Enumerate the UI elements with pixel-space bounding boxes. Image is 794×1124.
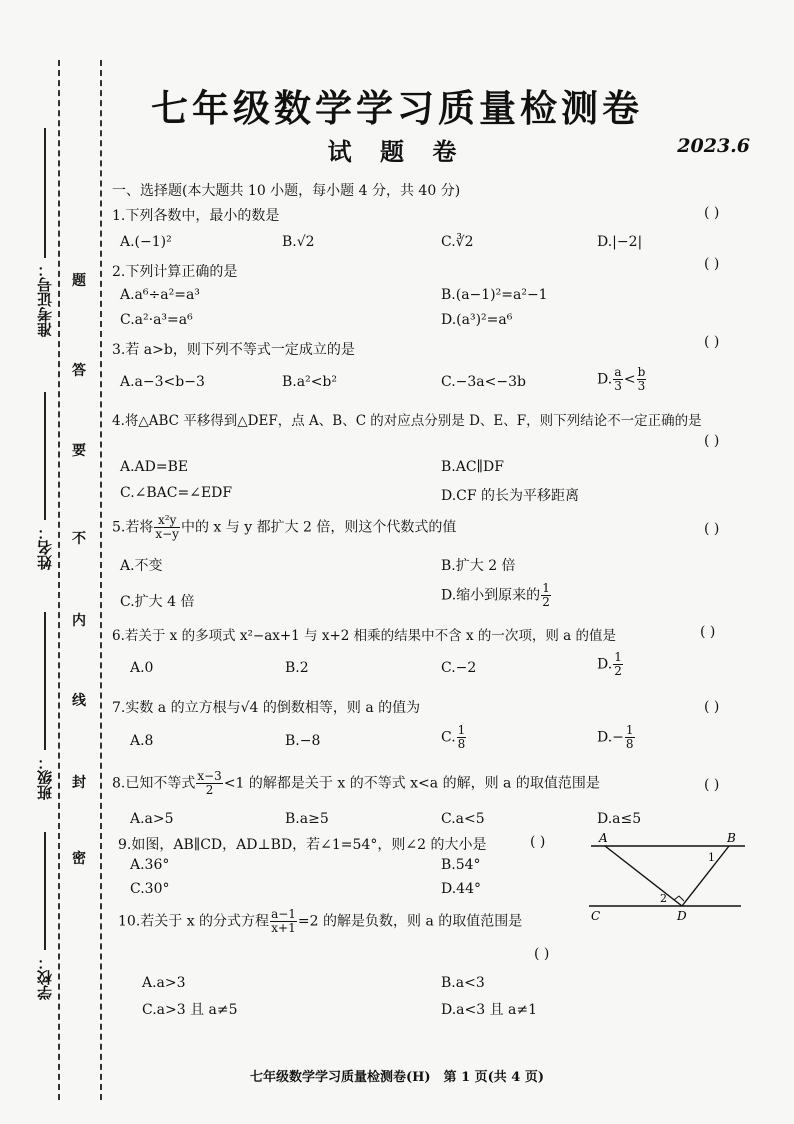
fraction-b-over-3 — [637, 366, 647, 393]
school-label: 学校： — [36, 955, 54, 1000]
question-1-stem: 1.下列各数中，最小的数是 — [112, 208, 280, 224]
label-a: A — [599, 831, 608, 845]
question-3-option-c[interactable]: C.−3a<−3b — [441, 374, 526, 390]
question-1-option-d[interactable]: D.|−2| — [597, 234, 643, 250]
question-5-option-c[interactable]: C.扩大 4 倍 — [120, 594, 195, 610]
question-5-stem-post: 中的 x 与 y 都扩大 2 倍，则这个代数式的值 — [180, 519, 457, 536]
seal-char-feng: 封 — [72, 775, 86, 791]
question-4-option-b[interactable]: B.AC∥DF — [441, 459, 504, 475]
segment-bd — [682, 846, 729, 906]
question-8-option-b[interactable]: B.a≥5 — [285, 811, 329, 827]
question-8-stem-post: <1 的解都是关于 x 的不等式 x<a 的解，则 a 的取值范围是 — [223, 775, 600, 792]
fraction-x2y-over-x-minus-y — [154, 514, 180, 541]
question-8-option-c[interactable]: C.a<5 — [441, 811, 485, 827]
fraction-denominator: 3 — [637, 379, 646, 393]
fraction-denominator: 2 — [205, 783, 214, 797]
seal-char-mi: 密 — [72, 851, 86, 867]
label-d: D — [677, 909, 687, 922]
fraction-numerator: x−3 — [197, 769, 222, 783]
option-d-prefix: D.− — [597, 729, 624, 746]
section-heading: 一、选择题(本大题共 10 小题，每小题 4 分，共 40 分) — [112, 183, 461, 199]
question-2-option-d[interactable]: D.(a³)²=a⁶ — [441, 312, 513, 328]
question-9-option-c[interactable]: C.30° — [130, 881, 170, 897]
fraction-denominator: 8 — [457, 737, 466, 751]
question-7-option-d[interactable] — [597, 724, 636, 751]
question-1-option-a[interactable]: A.(−1)² — [120, 234, 172, 250]
question-3-option-b[interactable]: B.a²<b² — [282, 374, 338, 390]
option-d-prefix: D. — [597, 371, 613, 388]
page-subtitle: 试 题 卷 — [327, 137, 467, 166]
class-blank — [44, 612, 46, 750]
option-d-prefix: D. — [597, 656, 613, 673]
fraction-a-over-3 — [613, 366, 623, 393]
seal-char-yao: 要 — [72, 443, 86, 459]
question-3-answer-paren[interactable]: ( ) — [704, 334, 720, 350]
question-4-option-c[interactable]: C.∠BAC=∠EDF — [120, 485, 233, 501]
school-blank — [44, 832, 46, 950]
question-6-option-d[interactable] — [597, 651, 624, 678]
fraction-one-eighth — [625, 724, 635, 751]
fraction-x-minus-3-over-2 — [196, 770, 222, 797]
question-8-stem — [112, 770, 600, 797]
question-4-option-a[interactable]: A.AD=BE — [120, 459, 189, 475]
fraction-denominator: 2 — [542, 595, 550, 609]
question-3-option-d[interactable] — [597, 366, 647, 393]
question-7-stem: 7.实数 a 的立方根与√4 的倒数相等，则 a 的值为 — [112, 700, 421, 716]
seal-char-bu: 不 — [72, 531, 86, 547]
question-5-option-d[interactable] — [441, 582, 552, 609]
question-7-option-a[interactable]: A.8 — [130, 733, 154, 749]
question-10-stem — [118, 908, 522, 935]
question-9-figure — [585, 830, 750, 922]
question-6-stem: 6.若关于 x 的多项式 x²−ax+1 与 x+2 相乘的结果中不含 x 的一次项，则 a 的值是 — [112, 628, 616, 644]
fraction-denominator: 3 — [614, 379, 622, 393]
angle-2-label: 2 — [660, 892, 667, 905]
question-2-option-a[interactable]: A.a⁶÷a²=a³ — [120, 287, 200, 303]
question-10-option-b[interactable]: B.a<3 — [441, 975, 485, 991]
fraction-denominator: 8 — [625, 737, 634, 751]
option-d-text: D.缩小到原来的 — [441, 587, 541, 604]
question-8-option-a[interactable]: A.a>5 — [130, 811, 174, 827]
fraction-one-half — [613, 651, 623, 678]
less-than-sign: < — [623, 371, 636, 388]
question-5-option-a[interactable]: A.不变 — [120, 558, 163, 574]
question-2-answer-paren[interactable]: ( ) — [704, 256, 720, 272]
question-4-answer-paren[interactable]: ( ) — [704, 433, 720, 449]
question-6-option-a[interactable]: A.0 — [130, 660, 154, 676]
fraction-numerator: 1 — [457, 723, 466, 737]
binding-line-inner — [100, 60, 102, 1100]
question-2-option-c[interactable]: C.a²·a³=a⁶ — [120, 312, 193, 328]
fraction-numerator: 1 — [625, 723, 634, 737]
fraction-a-minus-1-over-x-plus-1 — [270, 908, 297, 935]
fraction-one-half — [541, 582, 551, 609]
page-footer: 七年级数学学习质量检测卷(H) 第 1 页(共 4 页) — [249, 1070, 545, 1085]
question-6-option-c[interactable]: C.−2 — [441, 660, 477, 676]
question-9-option-d[interactable]: D.44° — [441, 881, 481, 897]
question-8-answer-paren[interactable]: ( ) — [704, 777, 720, 793]
question-5-stem-pre: 5.若将 — [112, 519, 154, 536]
binding-line-outer — [58, 60, 60, 1100]
seal-char-ti: 题 — [72, 273, 86, 289]
fraction-numerator: x²y — [154, 514, 180, 528]
question-7-answer-paren[interactable]: ( ) — [704, 699, 720, 715]
question-10-option-a[interactable]: A.a>3 — [142, 975, 186, 991]
exam-date: 2023.6 — [677, 135, 750, 157]
label-c: C — [591, 909, 601, 922]
option-c-prefix: C. — [441, 729, 456, 746]
page-title: 七年级数学学习质量检测卷 — [151, 86, 643, 130]
name-blank — [44, 392, 46, 520]
question-6-answer-paren[interactable]: ( ) — [700, 624, 716, 640]
question-1-option-c[interactable]: C.∛2 — [441, 234, 474, 250]
question-4-stem: 4.将△ABC 平移得到△DEF，点 A、B、C 的对应点分别是 D、E、F，则下列结论不一定正确的是 — [112, 413, 702, 429]
question-5-answer-paren[interactable]: ( ) — [704, 521, 720, 537]
fraction-numerator: a — [614, 365, 622, 379]
label-b: B — [727, 831, 736, 845]
fraction-numerator: 1 — [542, 581, 550, 595]
class-label: 班级： — [36, 755, 54, 800]
question-5-option-b[interactable]: B.扩大 2 倍 — [441, 558, 516, 574]
question-2-stem: 2.下列计算正确的是 — [112, 264, 238, 280]
question-10-option-d[interactable]: D.a<3 且 a≠1 — [441, 1002, 538, 1018]
question-4-option-d[interactable]: D.CF 的长为平移距离 — [441, 488, 580, 504]
fraction-numerator: b — [637, 365, 646, 379]
fraction-denominator: x+1 — [271, 921, 296, 935]
question-7-option-b[interactable]: B.−8 — [285, 733, 321, 749]
question-6-option-b[interactable]: B.2 — [285, 660, 309, 676]
question-8-option-d[interactable]: D.a≤5 — [597, 811, 642, 827]
question-9-option-b[interactable]: B.54° — [441, 857, 481, 873]
fraction-denominator: 2 — [614, 664, 622, 678]
seal-char-nei: 内 — [72, 613, 86, 629]
segment-ad — [605, 846, 682, 906]
fraction-denominator: x−y — [155, 527, 179, 541]
question-9-option-a[interactable]: A.36° — [130, 857, 170, 873]
question-10-answer-paren[interactable]: ( ) — [534, 946, 550, 962]
question-3-option-a[interactable]: A.a−3<b−3 — [120, 374, 205, 390]
question-10-stem-post: =2 的解是负数，则 a 的取值范围是 — [297, 913, 523, 930]
question-1-answer-paren[interactable]: ( ) — [704, 205, 720, 221]
angle-1-label: 1 — [708, 851, 715, 864]
question-2-option-b[interactable]: B.(a−1)²=a²−1 — [441, 287, 548, 303]
seal-char-xian: 线 — [72, 693, 86, 709]
seal-char-da: 答 — [72, 363, 86, 379]
fraction-numerator: 1 — [614, 650, 622, 664]
question-5-stem — [112, 514, 456, 541]
question-10-stem-pre: 10.若关于 x 的分式方程 — [118, 913, 270, 930]
fraction-numerator: a−1 — [271, 907, 296, 921]
name-label: 姓名： — [36, 525, 54, 570]
exam-number-label: 准考证号： — [36, 262, 54, 337]
question-10-option-c[interactable]: C.a>3 且 a≠5 — [142, 1002, 238, 1018]
question-9-answer-paren[interactable]: ( ) — [530, 834, 546, 850]
question-1-option-b[interactable]: B.√2 — [282, 234, 315, 250]
fraction-one-eighth — [457, 724, 467, 751]
question-7-option-c[interactable] — [441, 724, 467, 751]
question-8-stem-pre: 8.已知不等式 — [112, 775, 196, 792]
question-3-stem: 3.若 a>b，则下列不等式一定成立的是 — [112, 342, 355, 358]
question-9-stem: 9.如图，AB∥CD，AD⊥BD，若∠1=54°，则∠2 的大小是 — [118, 837, 487, 853]
